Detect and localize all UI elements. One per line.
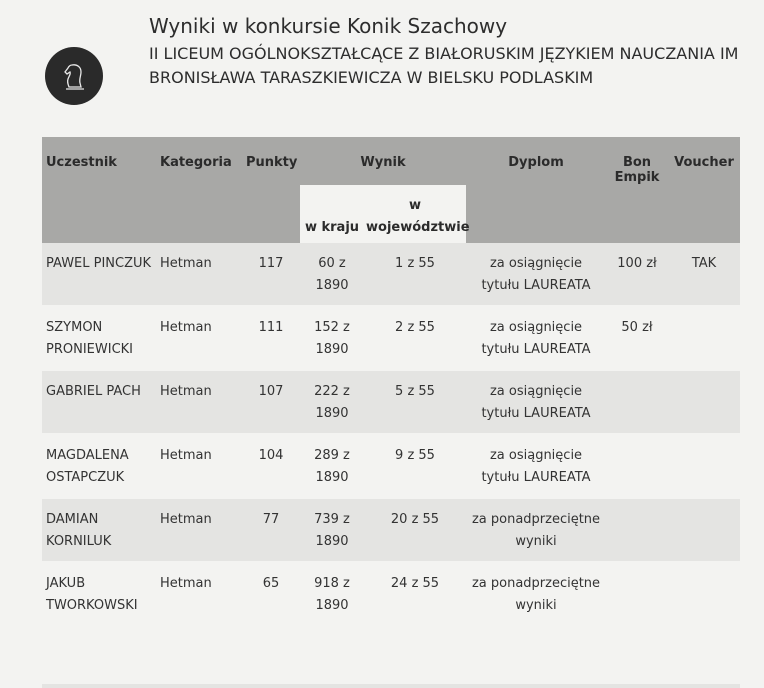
cell-kategoria: Hetman [156,562,242,626]
cell-woj: 1 z 55 [364,243,466,306]
cell-name: GABRIEL PACH [42,370,156,434]
cell-punkty: 77 [242,498,300,562]
table-row [42,243,740,306]
cell-kraj: 739 z 1890 [300,498,364,562]
school-logo [45,47,103,105]
cell-kraj: 222 z 1890 [300,370,364,434]
cell-name: MAGDALENA OSTAPCZUK [42,434,156,498]
header-dyplom: Dyplom [466,137,606,243]
cell-voucher [668,498,740,562]
header-w-wojewodztwie: w województwie [364,185,466,243]
header-voucher: Voucher [668,137,740,243]
cell-dyplom: za osiągnięcie tytułu LAUREATA [466,243,606,306]
page-title: Wyniki w konkursie Konik Szachowy [149,14,508,38]
cell-kraj: 152 z 1890 [300,306,364,370]
cell-woj: 9 z 55 [364,434,466,498]
cell-woj: 24 z 55 [364,562,466,626]
cell-voucher [668,306,740,370]
cell-kategoria: Hetman [156,370,242,434]
cell-voucher: TAK [668,243,740,306]
table-next-row-edge [42,684,740,688]
cell-bon [606,370,668,434]
table-row [42,306,740,370]
chess-knight-icon [57,59,91,93]
cell-bon: 50 zł [606,306,668,370]
cell-name: DAMIAN KORNILUK [42,498,156,562]
cell-punkty: 107 [242,370,300,434]
header-punkty: Punkty [242,137,300,243]
cell-name: SZYMON PRONIEWICKI [42,306,156,370]
cell-voucher [668,370,740,434]
table-row [42,498,740,562]
results-table [42,137,740,627]
cell-bon [606,434,668,498]
table-row [42,370,740,434]
cell-punkty: 65 [242,562,300,626]
cell-woj: 5 z 55 [364,370,466,434]
table-row [42,562,740,626]
header-uczestnik: Uczestnik [42,137,156,243]
cell-woj: 2 z 55 [364,306,466,370]
cell-dyplom: za osiągnięcie tytułu LAUREATA [466,434,606,498]
cell-kategoria: Hetman [156,306,242,370]
table-header-row [42,137,740,185]
cell-kraj: 60 z 1890 [300,243,364,306]
cell-kraj: 289 z 1890 [300,434,364,498]
cell-kraj: 918 z 1890 [300,562,364,626]
cell-voucher [668,562,740,626]
cell-kategoria: Hetman [156,434,242,498]
cell-dyplom: za osiągnięcie tytułu LAUREATA [466,306,606,370]
cell-dyplom: za ponadprzeciętne wyniki [466,498,606,562]
header-wynik: Wynik [300,137,466,185]
cell-bon: 100 zł [606,243,668,306]
cell-punkty: 111 [242,306,300,370]
table-row [42,434,740,498]
cell-kategoria: Hetman [156,243,242,306]
cell-bon [606,498,668,562]
header-bon: Bon Empik [606,137,668,243]
cell-name: JAKUB TWORKOWSKI [42,562,156,626]
cell-woj: 20 z 55 [364,498,466,562]
cell-punkty: 104 [242,434,300,498]
cell-dyplom: za ponadprzeciętne wyniki [466,562,606,626]
header-kategoria: Kategoria [156,137,242,243]
cell-punkty: 117 [242,243,300,306]
cell-dyplom: za osiągnięcie tytułu LAUREATA [466,370,606,434]
cell-bon [606,562,668,626]
cell-voucher [668,434,740,498]
cell-name: PAWEL PINCZUK [42,243,156,306]
header-w-kraju: w kraju [300,185,364,243]
cell-kategoria: Hetman [156,498,242,562]
school-name: II LICEUM OGÓLNOKSZTAŁCĄCE Z BIAŁORUSKIM JĘZYKIEM NAUCZANIA IM BRONISŁAWA TARASZKIEWICZA W BIELSKU PODLASKIM [149,44,739,87]
